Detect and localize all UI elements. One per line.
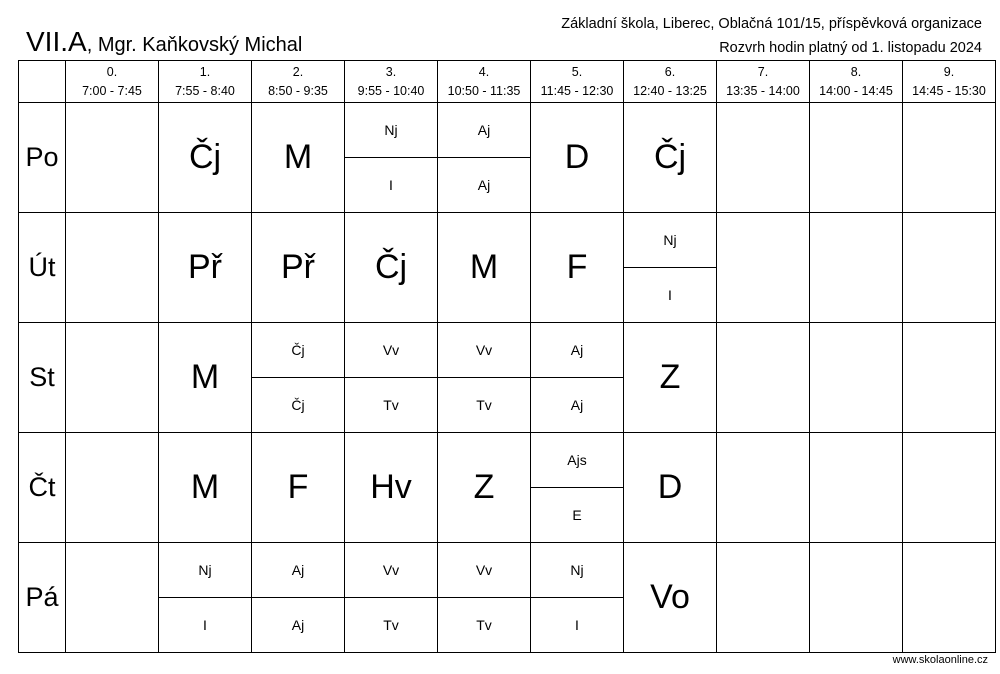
empty-slot: [810, 433, 903, 543]
period-number: 6.: [664, 64, 676, 79]
empty-slot: [717, 543, 810, 653]
empty-slot: [903, 323, 996, 433]
lesson: Hv: [345, 433, 438, 543]
lesson-group-top: Ajs: [531, 433, 624, 488]
empty-slot: [66, 213, 159, 323]
period-header-row: [19, 61, 996, 103]
lesson-group-bottom: Aj: [531, 378, 624, 433]
lesson-group-top: Nj: [624, 213, 717, 268]
empty-slot: [717, 433, 810, 543]
lesson-group-bottom: I: [624, 268, 717, 323]
period-header: [159, 61, 252, 103]
period-time: 14:00 - 14:45: [819, 83, 893, 98]
lesson-group-top: Vv: [438, 543, 531, 598]
lesson-group-bottom: Tv: [345, 598, 438, 653]
lesson: Čj: [159, 103, 252, 213]
period-time: 11:45 - 12:30: [540, 83, 614, 98]
empty-slot: [810, 103, 903, 213]
day-row: [19, 323, 996, 378]
lesson-group-top: Nj: [345, 103, 438, 158]
period-time: 7:55 - 8:40: [175, 83, 235, 98]
period-number: 4.: [478, 64, 490, 79]
lesson: F: [531, 213, 624, 323]
period-number: 0.: [106, 64, 118, 79]
empty-slot: [66, 103, 159, 213]
lesson-group-bottom: Čj: [252, 378, 345, 433]
timetable-body: [19, 61, 996, 653]
period-number: 8.: [850, 64, 862, 79]
period-number: 3.: [385, 64, 397, 79]
lesson-group-bottom: I: [159, 598, 252, 653]
lesson: M: [159, 433, 252, 543]
empty-slot: [66, 323, 159, 433]
lesson-group-top: Aj: [438, 103, 531, 158]
period-header: [345, 61, 438, 103]
period-number: 5.: [571, 64, 583, 79]
day-label: Út: [19, 213, 66, 323]
day-row: [19, 213, 996, 268]
period-header: [624, 61, 717, 103]
period-number: 2.: [292, 64, 304, 79]
empty-slot: [810, 323, 903, 433]
lesson-group-top: Vv: [345, 323, 438, 378]
period-header: [810, 61, 903, 103]
period-header: [66, 61, 159, 103]
lesson: Čj: [624, 103, 717, 213]
period-header: [717, 61, 810, 103]
lesson-group-bottom: Tv: [438, 378, 531, 433]
empty-slot: [717, 103, 810, 213]
day-row: [19, 543, 996, 598]
school-name: Základní škola, Liberec, Oblačná 101/15, příspěvková organizace: [561, 16, 982, 32]
lesson: Z: [438, 433, 531, 543]
day-label: Po: [19, 103, 66, 213]
empty-slot: [66, 543, 159, 653]
period-header: [252, 61, 345, 103]
lesson-group-bottom: Tv: [438, 598, 531, 653]
lesson-group-top: Aj: [531, 323, 624, 378]
class-heading: [26, 28, 302, 56]
period-time: 8:50 - 9:35: [268, 83, 328, 98]
lesson: D: [624, 433, 717, 543]
class-name: VII.A: [26, 26, 87, 57]
lesson: Z: [624, 323, 717, 433]
period-number: 9.: [943, 64, 955, 79]
lesson-group-bottom: E: [531, 488, 624, 543]
day-row: [19, 103, 996, 158]
empty-slot: [903, 213, 996, 323]
period-number: 7.: [757, 64, 769, 79]
period-number: 1.: [199, 64, 211, 79]
day-label: Čt: [19, 433, 66, 543]
lesson: D: [531, 103, 624, 213]
period-time: 12:40 - 13:25: [633, 83, 707, 98]
lesson-group-bottom: I: [531, 598, 624, 653]
empty-slot: [66, 433, 159, 543]
teacher-name: , Mgr. Kaňkovský Michal: [86, 34, 303, 56]
lesson: F: [252, 433, 345, 543]
lesson: M: [159, 323, 252, 433]
period-time: 7:00 - 7:45: [82, 83, 142, 98]
lesson: M: [252, 103, 345, 213]
lesson: Čj: [345, 213, 438, 323]
lesson: Př: [252, 213, 345, 323]
period-time: 10:50 - 11:35: [447, 83, 521, 98]
day-label: St: [19, 323, 66, 433]
lesson-group-bottom: Aj: [438, 158, 531, 213]
lesson-group-top: Čj: [252, 323, 345, 378]
lesson-group-top: Vv: [345, 543, 438, 598]
lesson-group-top: Vv: [438, 323, 531, 378]
period-header: [438, 61, 531, 103]
lesson-group-bottom: I: [345, 158, 438, 213]
lesson-group-top: Nj: [531, 543, 624, 598]
period-time: 9:55 - 10:40: [357, 83, 425, 98]
empty-slot: [810, 543, 903, 653]
empty-slot: [717, 213, 810, 323]
period-header: [903, 61, 996, 103]
corner-cell: [19, 61, 66, 103]
lesson-group-bottom: Aj: [252, 598, 345, 653]
day-label: Pá: [19, 543, 66, 653]
lesson: Vo: [624, 543, 717, 653]
empty-slot: [903, 543, 996, 653]
lesson-group-top: Aj: [252, 543, 345, 598]
empty-slot: [903, 103, 996, 213]
empty-slot: [717, 323, 810, 433]
lesson-group-top: Nj: [159, 543, 252, 598]
lesson-group-bottom: Tv: [345, 378, 438, 433]
day-row: [19, 433, 996, 488]
empty-slot: [810, 213, 903, 323]
timetable: [18, 60, 996, 653]
lesson: M: [438, 213, 531, 323]
lesson: Př: [159, 213, 252, 323]
period-time: 13:35 - 14:00: [726, 83, 800, 98]
period-header: [531, 61, 624, 103]
school-info: [561, 12, 982, 60]
footer-url: www.skolaonline.cz: [892, 654, 988, 666]
validity-note: Rozvrh hodin platný od 1. listopadu 2024: [719, 40, 982, 56]
period-time: 14:45 - 15:30: [912, 83, 986, 98]
empty-slot: [903, 433, 996, 543]
